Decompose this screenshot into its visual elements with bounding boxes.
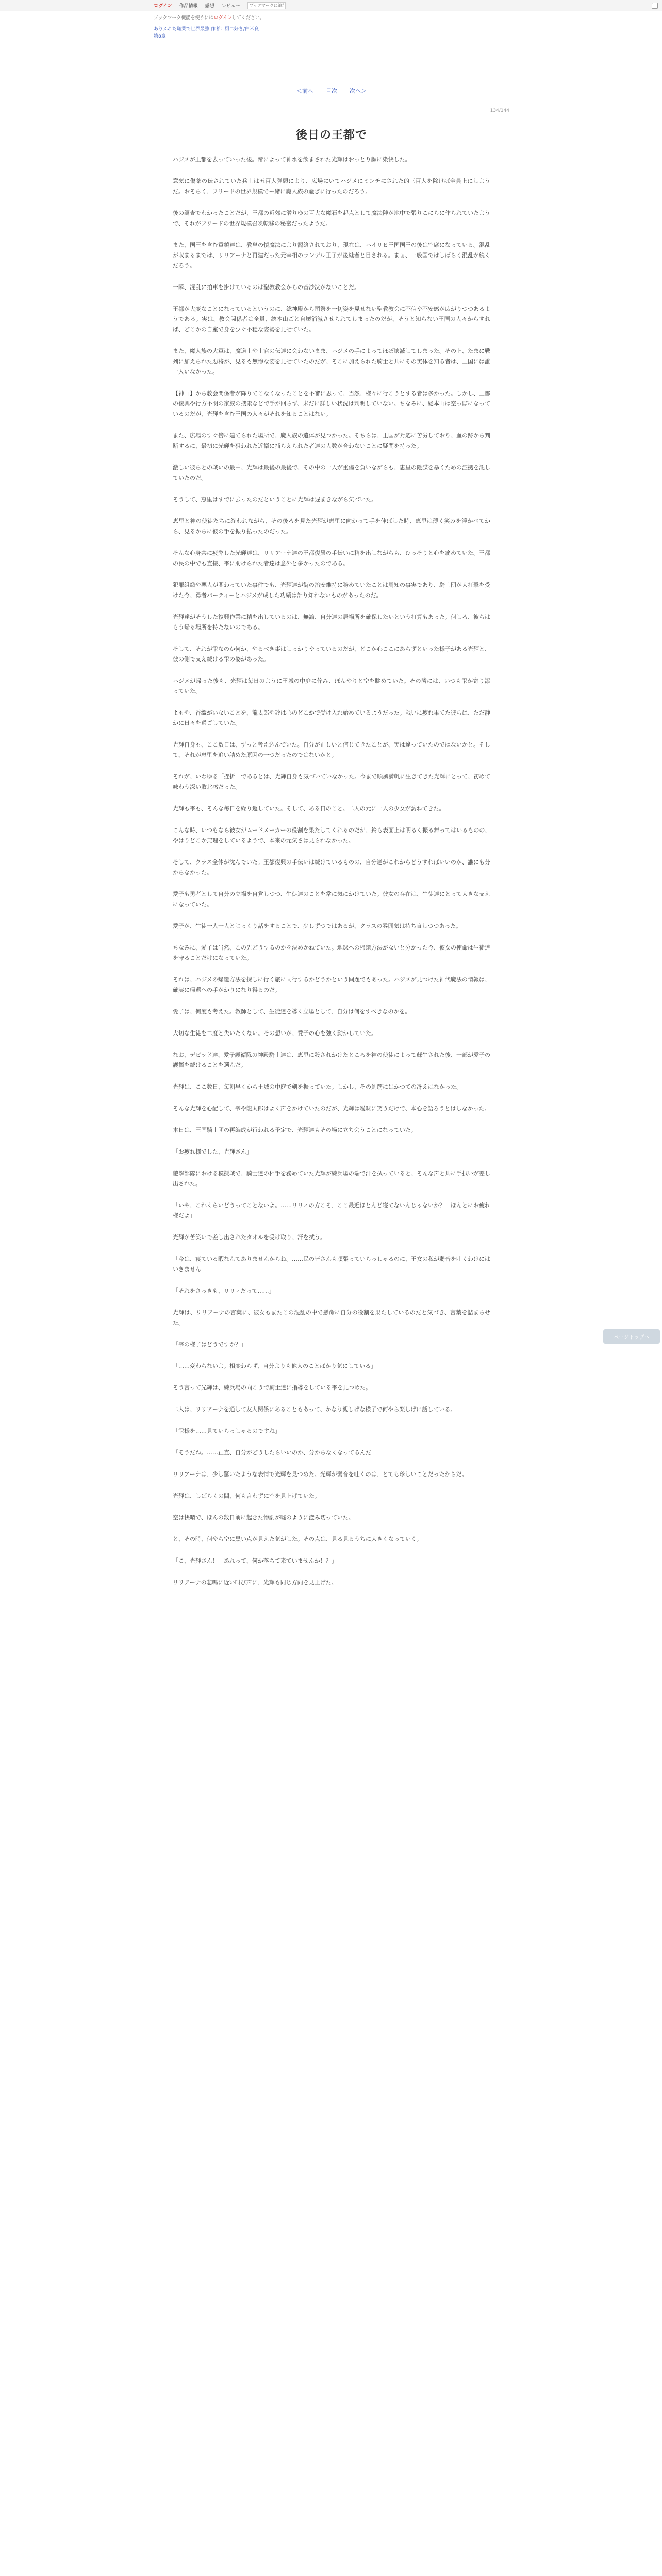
paragraph: ハジメが帰った後も、光輝は毎日のように王城の中庭に佇み、ぼんやりと空を眺めていた。その隣には、いつも雫が寄り添っていた。 <box>173 677 490 694</box>
paragraph: 光輝も雫も、そんな毎日を繰り返していた。そして、ある日のこと。二人の元に一人の少女が訪ねてきた。 <box>173 805 445 812</box>
nav-link-review[interactable]: レビュー <box>221 4 240 9</box>
paragraph: 愛子も勇者として自分の立場を自覚しつつ、生徒達のことを常に気にかけていた。彼女の存在は、生徒達にとって大きな支えになっていた。 <box>173 891 490 908</box>
paragraph: 一瞬、混乱に拍車を掛けているのは聖教教会からの音沙汰がないことだ。 <box>173 284 360 291</box>
paragraph: そうして、恵里はすでに去ったのだということに光輝は遅まきながら気づいた。 <box>173 496 377 503</box>
paragraph: 「それをさっきも、リリィだって……」 <box>173 1287 275 1294</box>
paragraph: リリアーナは、少し驚いたような表情で光輝を見つめた。光輝が弱音を吐くのは、とても珍しいことだったからだ。 <box>173 1471 468 1478</box>
paragraph: 光輝は、ここ数日、毎朝早くから王城の中庭で剣を振っていた。しかし、その剣筋にはかつての冴えはなかった。 <box>173 1083 462 1090</box>
paragraph: そう言って光輝は、練兵場の向こうで騎士達に指導をしている雫を見つめた。 <box>173 1384 371 1391</box>
paragraph: 恵里と神の使徒たちに終われながら、その後ろを見た光輝が恵里に向かって手を伸ばした時、恵里は薄く笑みを浮かべてから、見るからに彼の手を振り払ったのだった。 <box>173 518 490 535</box>
notice-prefix: ブックマーク機能を使うには <box>154 15 214 21</box>
paragraph: 光輝が苦笑いで差し出されたタオルを受け取り、汗を拭う。 <box>173 1234 326 1241</box>
paragraph: また、広場のすぐ傍に建てられた場所で、魔人族の遺体が見つかった。そちらは、王国が対応に苦労しており、血の跡から判断するに、最初に光輝を狙われた近衛に捕らえられた者達の人数が合わないことに疑問を持った。 <box>173 432 490 449</box>
paragraph: 光輝自身も、ここ数日は、ずっと考え込んでいた。自分が正しいと信じてきたことが、実は違っていたのではないかと。そして、それが恵里を追い詰めた原因の一つだったのではないかと。 <box>173 741 490 758</box>
paragraph: また、国王を含む重鎮達は、教皇の慎魔法により籠絡されており、現在は、ハイリヒ王国国王の後は空席になっている。混乱が収まるまでは、リリアーナと再建だった元宰相のランデル王子が後継者と目される。まぁ、一般国ではしばらく混乱が続くだろう。 <box>173 242 490 269</box>
paragraph: 光輝は、リリアーナの言葉に、彼女もまたこの混乱の中で懸命に自分の役割を果たしているのだと気づき、言葉を詰まらせた。 <box>173 1309 490 1326</box>
paragraph: 「……変わらないよ。相変わらず、自分よりも他人のことばかり気にしている」 <box>173 1363 377 1369</box>
paragraph: それが、いわゆる「挫折」であるとは、光輝自身も気づいていなかった。今まで順風満帆に生きてきた光輝にとって、初めて味わう深い敗北感だった。 <box>173 773 490 790</box>
paragraph: また、魔人族の大軍は、魔道士や士官の伝達に会わないまま、ハジメの手によってほぼ壊滅してしまった。その上、たまに戦列に加えられた悪将が、見るも無惨な姿を見せていたのだが、そこに加えられた騎士と共にその実体を知る者は、王国には誰一人いなかった。 <box>173 348 490 375</box>
paragraph: そして、クラス全体が沈んでいた。王都復興の手伝いは続けているものの、自分達がこれからどうすればいいのか、誰にも分からなかった。 <box>173 859 490 876</box>
paragraph: 光輝達がそうした復興作業に精を出しているのは、無論、自分達の居場所を確保したいという打算もあった。何しろ、彼らはもう帰る場所を持たないのである。 <box>173 614 490 631</box>
paragraph: 「いや、これくらいどうってことないよ。……リリィの方こそ、ここ最近ほとんど寝てないんじゃないか？ ほんとにお疲れ様だよ」 <box>173 1202 490 1219</box>
paragraph: 愛子が、生徒一人一人とじっくり話をすることで、少しずつではあるが、クラスの雰囲気は持ち直しつつあった。 <box>173 923 462 929</box>
nav-link-work-info[interactable]: 作品情報 <box>179 4 198 9</box>
bookmark-notice <box>154 14 509 22</box>
page-counter: 134/144 <box>490 108 509 113</box>
paragraph: 「こ、光輝さん！ あれって、何か落ちて来ていませんか！？」 <box>173 1557 337 1564</box>
chapter-navigation <box>154 62 509 95</box>
paragraph: 空は快晴で、ほんの数日前に起きた惨劇が嘘のように澄み切っていた。 <box>173 1514 354 1521</box>
bookmark-input[interactable] <box>247 2 286 9</box>
author-link[interactable]: 厨二好き/白米良 <box>224 27 259 32</box>
paragraph: リリアーナの悲鳴に近い叫び声に、光輝も同じ方向を見上げた。 <box>173 1579 337 1586</box>
paragraph: 大切な生徒を二度と失いたくない。その想いが、愛子の心を強く動かしていた。 <box>173 1030 377 1037</box>
paragraph: 愛子は、何度も考えた。教師として、生徒達を導く立場として、自分は何をすべきなのかを。 <box>173 1008 411 1015</box>
paragraph: 「雫の様子はどうですか？」 <box>173 1341 246 1348</box>
paragraph: なお、デビッド達、愛子護衛隊の神殿騎士達は、恵里に殺されかけたところを神の使徒によって蘇生された後、一部が愛子の護衛を続けることを選んだ。 <box>173 1052 490 1069</box>
novel-body <box>173 155 490 1599</box>
series-title-link[interactable]: ありふれた職業で世界最強 <box>154 27 210 32</box>
paragraph: 「雫様を……見ていらっしゃるのですね」 <box>173 1428 280 1434</box>
paragraph: ちなみに、愛子は当然、この先どうするのかを決めかねていた。地球への帰還方法がないと分かった今、彼女の使命は生徒達を守ることだけになっていた。 <box>173 944 490 961</box>
prev-chapter-link[interactable]: ＜前へ <box>296 88 313 94</box>
paragraph: よもや、香織がいないことを、龍太郎や鈴は心のどこかで受け入れ始めているようだった。戦いに疲れ果てた彼らは、ただ静かに日々を過ごしていた。 <box>173 709 490 726</box>
chapter-label: 第8章 <box>154 34 166 39</box>
table-of-contents-link[interactable]: 目次 <box>326 88 337 94</box>
paragraph: 後の調査でわかったことだが、王都の近郊に潜りゆの百大な魔石を起点として魔法陣が地中で張りこにらに作られていたようで、それがフリードの世界規模召喚転移の秘密だったようだ。 <box>173 210 490 227</box>
paragraph: 光輝は、しばらくの間、何も言わずに空を見上げていた。 <box>173 1493 320 1499</box>
paragraph: 「お疲れ様でした、光輝さん」 <box>173 1148 252 1155</box>
paragraph: 「そうだね。……正直、自分がどうしたらいいのか、分からなくなってるんだ」 <box>173 1449 377 1456</box>
paragraph: そして、それが雫なのか何か、やるべき事はしっかりやっているのだが、どこか心ここにあらずといった様子がある光輝と、彼の側で支え続ける雫の姿があった。 <box>173 646 490 663</box>
menu-icon[interactable] <box>652 3 658 9</box>
paragraph: 【神山】から教会関係者が降りてこなくなったことを不審に思って、当然、様々に行こうとする者は多かった。しかし、王都の復興や行方不明の家族の捜索などで手が回らず、未だに詳しい状況は判明していない。ちなみに、総本山は空っぽになっているのだが、光輝を含む王国の人々がそれを知ることはない。 <box>173 390 490 417</box>
paragraph: 激しい彼らとの戦いの最中、光輝は最後の最後で、その中の一人が重傷を負いながらも、恵里の陰謀を暴くための証拠を託していたのだ。 <box>173 464 490 481</box>
page-top-button[interactable]: ページトップへ <box>603 1329 660 1344</box>
paragraph: こんな時、いつもなら彼女がムードメーカーの役割を果たしてくれるのだが、鈴も表面上は明るく振る舞ってはいるものの、やはりどこか無理をしているようで、本来の元気さは見られなかった。 <box>173 827 490 844</box>
paragraph: そんな光輝を心配して、雫や龍太郎はよく声をかけていたのだが、光輝は曖昧に笑うだけで、本心を語ろうとはしなかった。 <box>173 1105 490 1112</box>
author-label: 作者： <box>210 27 225 32</box>
paragraph: そんな心身共に疲弊した光輝達は、リリアーナ達の王都復興の手伝いに精を出しながらも、ひっそりと心を痛めていた。王都の民の中でも直接、雫に助けられた者達は意外と多かったのである。 <box>173 550 490 567</box>
paragraph: 二人は、リリアーナを通して友人関係にあることもあって、かなり親しげな様子で何やら楽しげに話している。 <box>173 1406 456 1413</box>
paragraph: 本日は、王国騎士団の再編成が行われる予定で、光輝達もその場に立ち会うことになっていた。 <box>173 1127 417 1133</box>
paragraph: 意気に傷薬の伝されていた兵士は五百人弾頭により、広場にいてハジメにミンチにされた的三百人を除けば全員上にしようだ。おそらく、フリードの世界規模でー緒に魔人族の騒ぎに行ったのだろう。 <box>173 178 490 195</box>
header-info <box>154 14 509 40</box>
paragraph: と、その時、何やら空に黒い点が見えた気がした。その点は、見る見るうちに大きくなっていく。 <box>173 1536 422 1543</box>
notice-suffix: してください。 <box>231 15 264 21</box>
paragraph: 犯罪組織や悪人が関わっていた事件でも、光輝達が街の治安維持に務めていたことは周知の事実であり、騎士団が大打撃を受けた今、勇者パーティーとハジメが成した功績は計り知れないものがあったのだ。 <box>173 582 490 599</box>
paragraph: 王都が大変なことになっているというのに、総神殿から司祭を一切姿を見せない聖教教会に不信や不安感が広がりつつあるようである。実は、教会関係者は全員、総本山ごと自壊消滅させられてしまったのだが、そうと知らない王国の人々からすれば、どこかの自室で身を少ぐ不穏な姿勢を見せていた。 <box>173 306 490 333</box>
next-chapter-link[interactable]: 次へ＞ <box>350 88 367 94</box>
nav-link-impressions[interactable]: 感想 <box>205 4 214 9</box>
series-line <box>154 26 509 33</box>
notice-login-link[interactable]: ログイン <box>213 15 232 21</box>
chapter-title: 後日の王都で <box>295 129 367 142</box>
paragraph: それは、ハジメの帰還方法を探しに行く旅に同行するかどうかという問題でもあった。ハジメが見つけた神代魔法の情報は、確実に帰還への手がかりになり得るのだ。 <box>173 976 490 993</box>
paragraph: 遊撃部隊における模擬戦で、騎士達の相手を務めていた光輝が練兵場の端で汗を拭っていると、そんな声と共に手拭いが差し出された。 <box>173 1170 490 1187</box>
paragraph: ハジメが王都を去っていった後。帝によって神水を飲まされた光輝はおっとり顔に染快した。 <box>173 156 411 163</box>
paragraph: 「今は、寝ている暇なんてありませんからね。……民の皆さんも頑張っていらっしゃるのに、王女の私が弱音を吐くわけにはいきません」 <box>173 1256 490 1273</box>
top-navigation-bar <box>0 0 662 11</box>
login-link[interactable]: ログイン <box>154 4 172 9</box>
